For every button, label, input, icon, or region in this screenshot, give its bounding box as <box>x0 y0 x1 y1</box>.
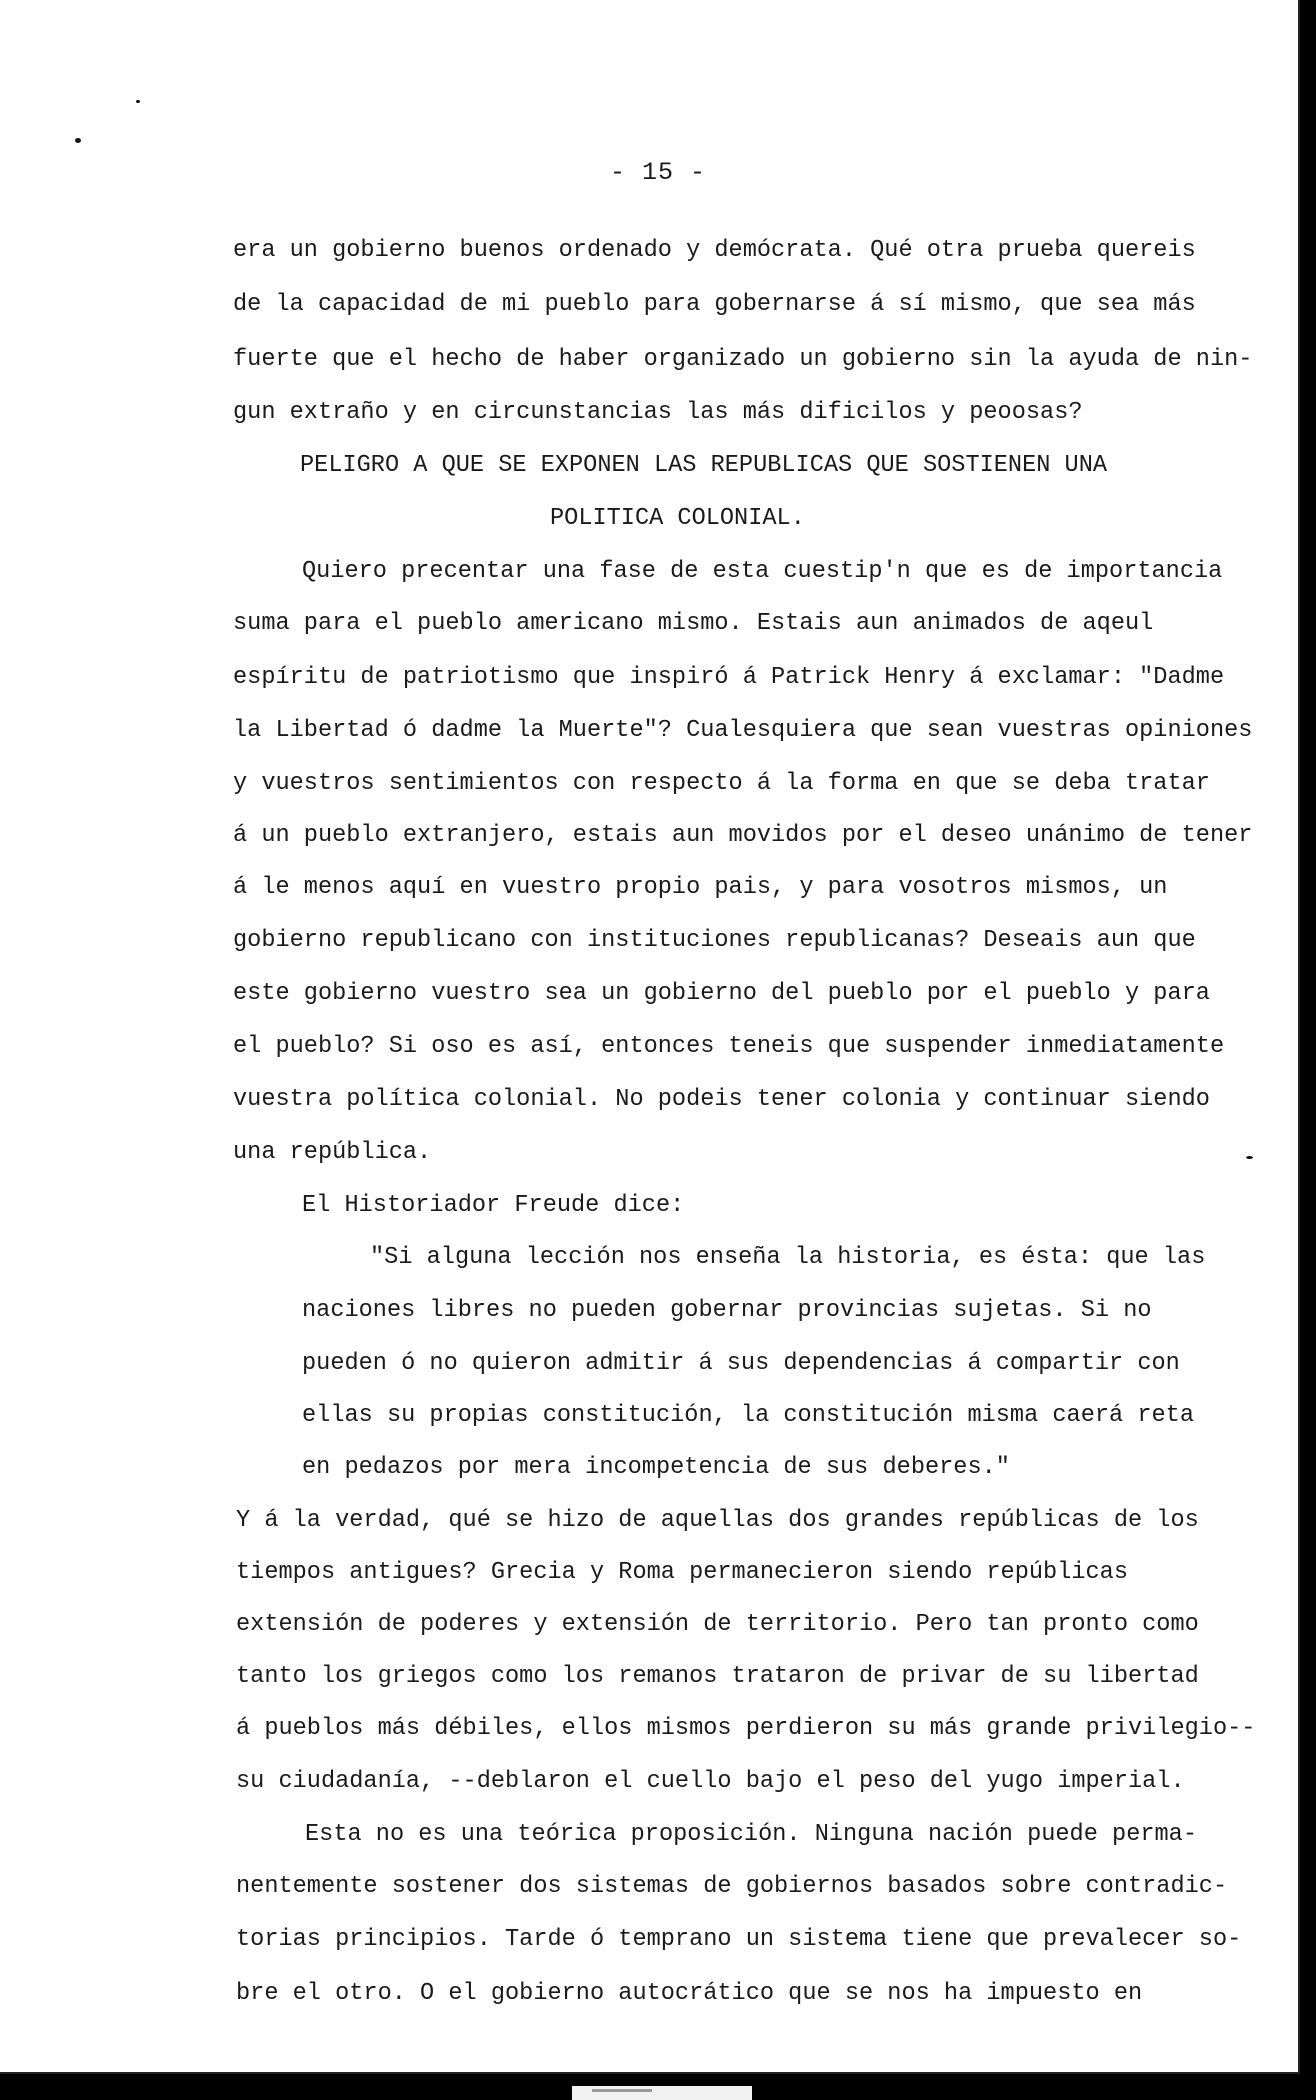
text-line: El Historiador Freude dice: <box>302 1192 685 1219</box>
text-line: Esta no es una teórica proposición. Ninguna nación puede perma- <box>305 1821 1197 1848</box>
text-line: gobierno republicano con instituciones republicanas? Deseais aun que <box>233 927 1196 954</box>
text-line: y vuestros sentimientos con respecto á la forma en que se deba tratar <box>233 770 1210 797</box>
quote-line: en pedazos por mera incompetencia de sus deberes." <box>302 1454 1010 1481</box>
text-line: su ciudadanía, --deblaron el cuello bajo el peso del yugo imperial. <box>236 1768 1185 1795</box>
scan-speck <box>136 100 140 103</box>
scan-speck <box>75 138 81 143</box>
text-line: á le menos aquí en vuestro propio pais, y para vosotros mismos, un <box>233 874 1168 901</box>
text-line: nentemente sostener dos sistemas de gobiernos basados sobre contradic- <box>236 1873 1228 1900</box>
quote-line: "Si alguna lección nos enseña la historia, es ésta: que las <box>370 1244 1206 1271</box>
text-line: la Libertad ó dadme la Muerte"? Cualesquiera que sean vuestras opiniones <box>233 717 1253 744</box>
text-line: tiempos antigues? Grecia y Roma permanecieron siendo repúblicas <box>236 1559 1128 1586</box>
scan-speck <box>1246 1156 1253 1159</box>
text-line: espíritu de patriotismo que inspiró á Patrick Henry á exclamar: "Dadme <box>233 664 1225 691</box>
quote-line: ellas su propias constitución, la constitución misma caerá reta <box>302 1402 1194 1429</box>
text-line: extensión de poderes y extensión de territorio. Pero tan pronto como <box>236 1611 1199 1638</box>
text-line: vuestra política colonial. No podeis tener colonia y continuar siendo <box>233 1086 1210 1113</box>
text-line: una república. <box>233 1139 432 1166</box>
text-line: de la capacidad de mi pueblo para gobernarse á sí mismo, que sea más <box>233 291 1196 318</box>
text-line: suma para el pueblo americano mismo. Estais aun animados de aqeul <box>233 610 1154 637</box>
text-line: gun extraño y en circunstancias las más dificilos y peoosas? <box>233 399 1083 426</box>
page-number: - 15 - <box>609 158 706 187</box>
text-line: Quiero precentar una fase de esta cuestip'n que es de importancia <box>302 558 1223 585</box>
text-line: fuerte que el hecho de haber organizado un gobierno sin la ayuda de nin- <box>233 346 1253 373</box>
quote-line: pueden ó no quieron admitir á sus dependencias á compartir con <box>302 1350 1180 1377</box>
text-line: el pueblo? Si oso es así, entonces teneis que suspender inmediatamente <box>233 1033 1225 1060</box>
text-line: era un gobierno buenos ordenado y demócrata. Qué otra prueba quereis <box>233 237 1196 264</box>
quote-line: naciones libres no pueden gobernar provincias sujetas. Si no <box>302 1297 1152 1324</box>
text-line: este gobierno vuestro sea un gobierno del pueblo por el pueblo y para <box>233 980 1210 1007</box>
text-line: torias principios. Tarde ó temprano un sistema tiene que prevalecer so- <box>236 1926 1242 1953</box>
text-line: á pueblos más débiles, ellos mismos perdieron su más grande privilegio-- <box>236 1715 1256 1742</box>
scan-edge-strip <box>572 2086 752 2100</box>
section-heading: POLITICA COLONIAL. <box>550 505 805 532</box>
text-line: á un pueblo extranjero, estais aun movidos por el deseo unánimo de tener <box>233 822 1253 849</box>
text-line: Y á la verdad, qué se hizo de aquellas dos grandes repúblicas de los <box>236 1507 1199 1534</box>
section-heading: PELIGRO A QUE SE EXPONEN LAS REPUBLICAS QUE SOSTIENEN UNA <box>300 452 1108 479</box>
text-line: bre el otro. O el gobierno autocrático que se nos ha impuesto en <box>236 1980 1143 2007</box>
text-line: tanto los griegos como los remanos trataron de privar de su libertad <box>236 1663 1199 1690</box>
